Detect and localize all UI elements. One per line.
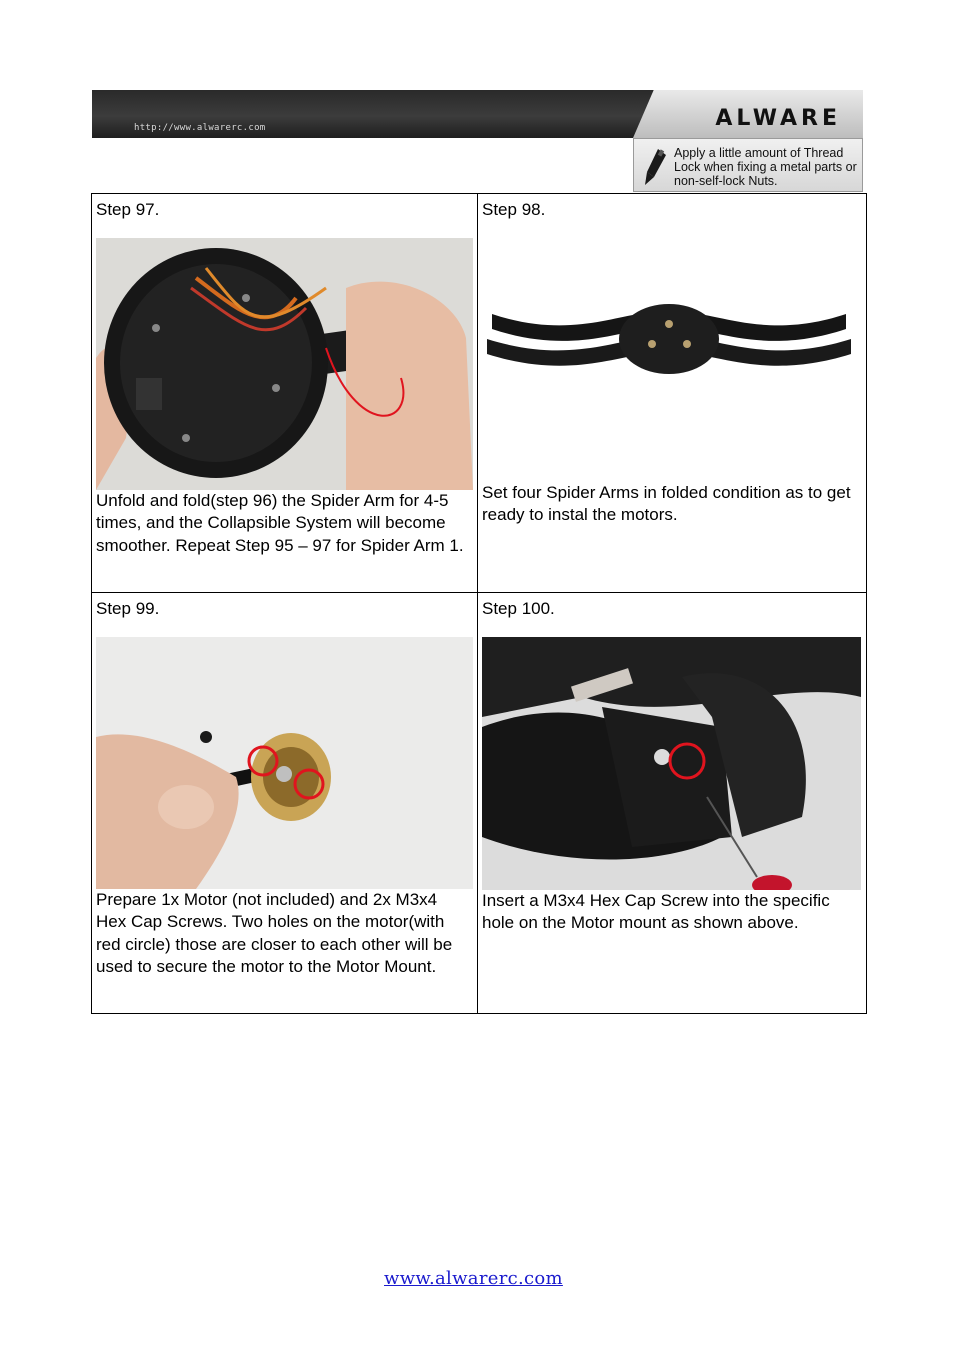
- thread-lock-notice: [633, 138, 863, 192]
- step-97-photo: [96, 238, 473, 490]
- step-100-cell: [478, 593, 866, 1013]
- alware-logo: ALWARE: [715, 106, 841, 131]
- footer-website-link[interactable]: www.alwarerc.com: [384, 1268, 563, 1289]
- step-label: Step 100.: [482, 599, 555, 618]
- banner-url: http://www.alwarerc.com: [134, 123, 266, 133]
- step-98-cell: [478, 194, 866, 592]
- step-98-caption: Set four Spider Arms in folded condition as to get ready to instal the motors.: [482, 483, 851, 525]
- step-99-cell: [92, 593, 477, 1013]
- step-99-photo: [96, 637, 473, 889]
- step-98-photo: [482, 284, 856, 394]
- pen-icon: [640, 147, 668, 187]
- notice-text: Apply a little amount of Thread Lock when fixing a metal parts or non-self-lock Nuts.: [674, 146, 857, 188]
- step-label: Step 99.: [96, 599, 160, 618]
- step-97-cell: [92, 194, 477, 592]
- step-99-caption: Prepare 1x Motor (not included) and 2x M3x4 Hex Cap Screws. Two holes on the motor(with red circle) those are closer to each other will be used to secure the motor to the Motor Mount.: [96, 890, 453, 976]
- steps-table: [91, 193, 867, 1014]
- step-97-caption: Unfold and fold(step 96) the Spider Arm for 4-5 times, and the Collapsible System will become smoother. Repeat Step 95 – 97 for Spider Arm 1.: [96, 491, 464, 555]
- step-label: Step 98.: [482, 200, 546, 219]
- step-label: Step 97.: [96, 200, 160, 219]
- header-banner: [92, 90, 863, 138]
- step-100-photo: [482, 637, 861, 890]
- step-100-caption: Insert a M3x4 Hex Cap Screw into the specific hole on the Motor mount as shown above.: [482, 891, 830, 933]
